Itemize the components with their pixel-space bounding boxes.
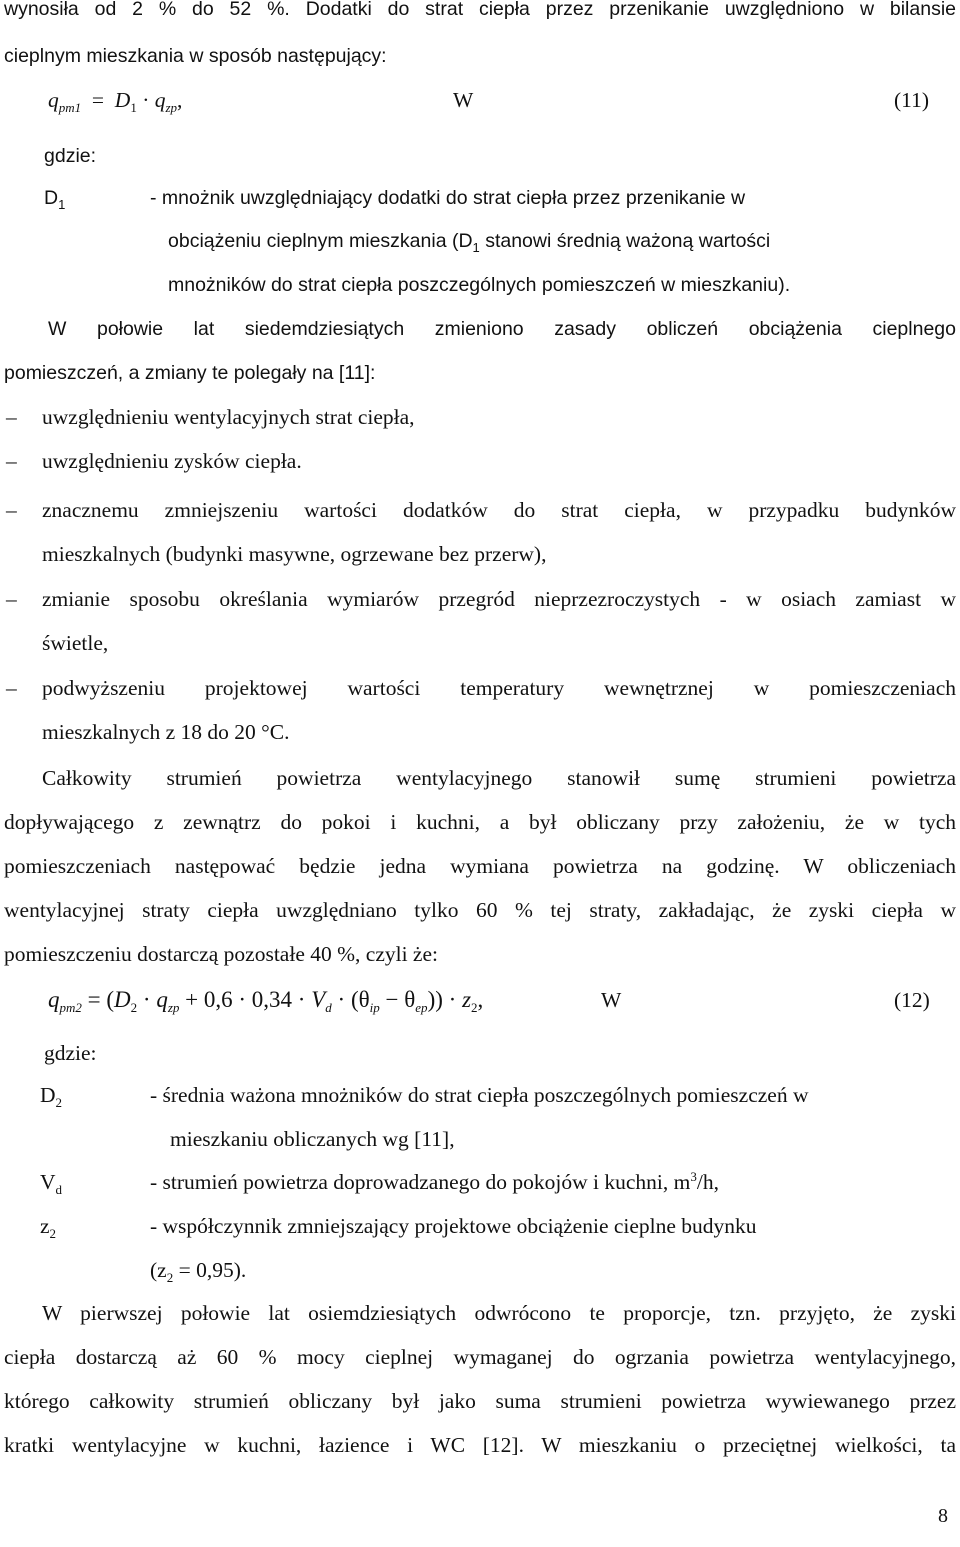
symbol-d1: $D_1$ — [44, 187, 66, 212]
bullet-item-text: mieszkalnych (budynki masywne, ogrzewane bez przerw), — [42, 542, 547, 566]
vd-definition: - strumień powietrza doprowadzanego do pokojów i kuchni, $m^3/h$, — [150, 1169, 719, 1194]
bullet-item: – uwzględnieniu wentylacyjnych strat ciepła, — [6, 405, 415, 429]
bullet-item-text: podwyższeniu projektowej wartości temperatury wewnętrznej w pomieszczeniach — [42, 676, 956, 700]
symbol-d2: $D_2$ — [40, 1083, 63, 1110]
symbol-vd: $V_d$ — [40, 1170, 63, 1197]
paragraph-line: dopływającego z zewnątrz do pokoi i kuchni, a był obliczany przy założeniu, że w tych — [4, 810, 956, 834]
d1-definition: mnożników do strat ciepła poszczególnych pomieszczeń w mieszkaniu). — [168, 274, 791, 296]
text-line: wynosiła od 2 % do 52 %. Dodatki do strat ciepła przez przenikanie uwzględniono w bilansie — [4, 0, 956, 20]
where-label: gdzie: — [44, 145, 97, 167]
equation-11-unit: W — [453, 88, 474, 112]
paragraph-line: kratki wentylacyjne w kuchni, łazience i WC [12]. W mieszkaniu o przeciętnej wielkości, ta — [4, 1433, 956, 1457]
equation-12-unit: W — [601, 988, 622, 1012]
bullet-item: – — [6, 587, 17, 611]
d1-definition: obciążeniu cieplnym mieszkania ($D_1$ stanowi średnią ważoną wartości — [168, 230, 771, 255]
symbol-z2: $z_2$ — [40, 1214, 57, 1241]
paragraph-line: pomieszczeniu dostarczą pozostałe 40 %, czyli że: — [4, 942, 438, 966]
paragraph-line: W pierwszej połowie lat osiemdziesiątych odwrócono te proporcje, tzn. przyjęto, że zyski — [42, 1301, 956, 1325]
page-number: 8 — [938, 1505, 948, 1527]
bullet-item: – — [6, 676, 17, 700]
paragraph-line: ciepła dostarczą aż 60 % mocy cieplnej wymaganej do ogrzania powietrza wentylacyjnego, — [4, 1345, 956, 1369]
bullet-item-text: znacznemu zmniejszeniu wartości dodatków do strat ciepła, w przypadku budynków — [42, 498, 956, 522]
equation-11: $q_{pm1} = D_1 \cdot q_{zp}$, — [48, 88, 183, 115]
bullet-item: – — [6, 498, 17, 522]
equation-12-number: (12) — [894, 988, 930, 1012]
where-label: gdzie: — [44, 1041, 97, 1065]
d2-definition: - średnia ważona mnożników do strat ciepła poszczególnych pomieszczeń w — [150, 1083, 809, 1107]
paragraph-line: Całkowity strumień powietrza wentylacyjnego stanowił sumę strumieni powietrza — [42, 766, 956, 790]
text-line: cieplnym mieszkania w sposób następujący: — [4, 45, 387, 67]
bullet-item-text: zmianie sposobu określania wymiarów przegród nieprzezroczystych - w osiach zamiast w — [42, 587, 956, 611]
equation-12: $q_{pm2} = (D_2 \cdot q_{zp} + 0,6 \cdot 0,34 \cdot V_d \cdot (\theta_{ip} - \theta_{ep})) \cdot z_2$, — [48, 987, 484, 1015]
paragraph-line: wentylacyjnej straty ciepła uwzględniano tylko 60 % tej straty, zakładając, że zyski ciepła w — [4, 898, 956, 922]
bullet-item-text: mieszkalnych z 18 do 20 °C. — [42, 720, 290, 744]
equation-11-number: (11) — [894, 88, 930, 112]
z2-definition: - współczynnik zmniejszający projektowe obciążenie cieplne budynku — [150, 1214, 757, 1238]
bullet-item-text: świetle, — [42, 631, 109, 655]
d2-definition: mieszkaniu obliczanych wg [11], — [170, 1127, 455, 1151]
paragraph-line: którego całkowity strumień obliczany był jako suma strumieni powietrza wywiewanego przez — [4, 1389, 956, 1413]
paragraph-line: W połowie lat siedemdziesiątych zmieniono zasady obliczeń obciążenia cieplnego — [48, 318, 956, 340]
paragraph-line: pomieszczeniach następować będzie jedna wymiana powietrza na godzinę. W obliczeniach — [4, 854, 956, 878]
bullet-item: – uwzględnieniu zysków ciepła. — [6, 449, 302, 473]
paragraph-line: pomieszczeń, a zmiany te polegały na [11]: — [4, 362, 376, 384]
d1-definition: - mnożnik uwzględniający dodatki do strat ciepła przez przenikanie w — [150, 187, 746, 209]
z2-definition: $(z_2 = 0,95)$. — [150, 1258, 247, 1285]
